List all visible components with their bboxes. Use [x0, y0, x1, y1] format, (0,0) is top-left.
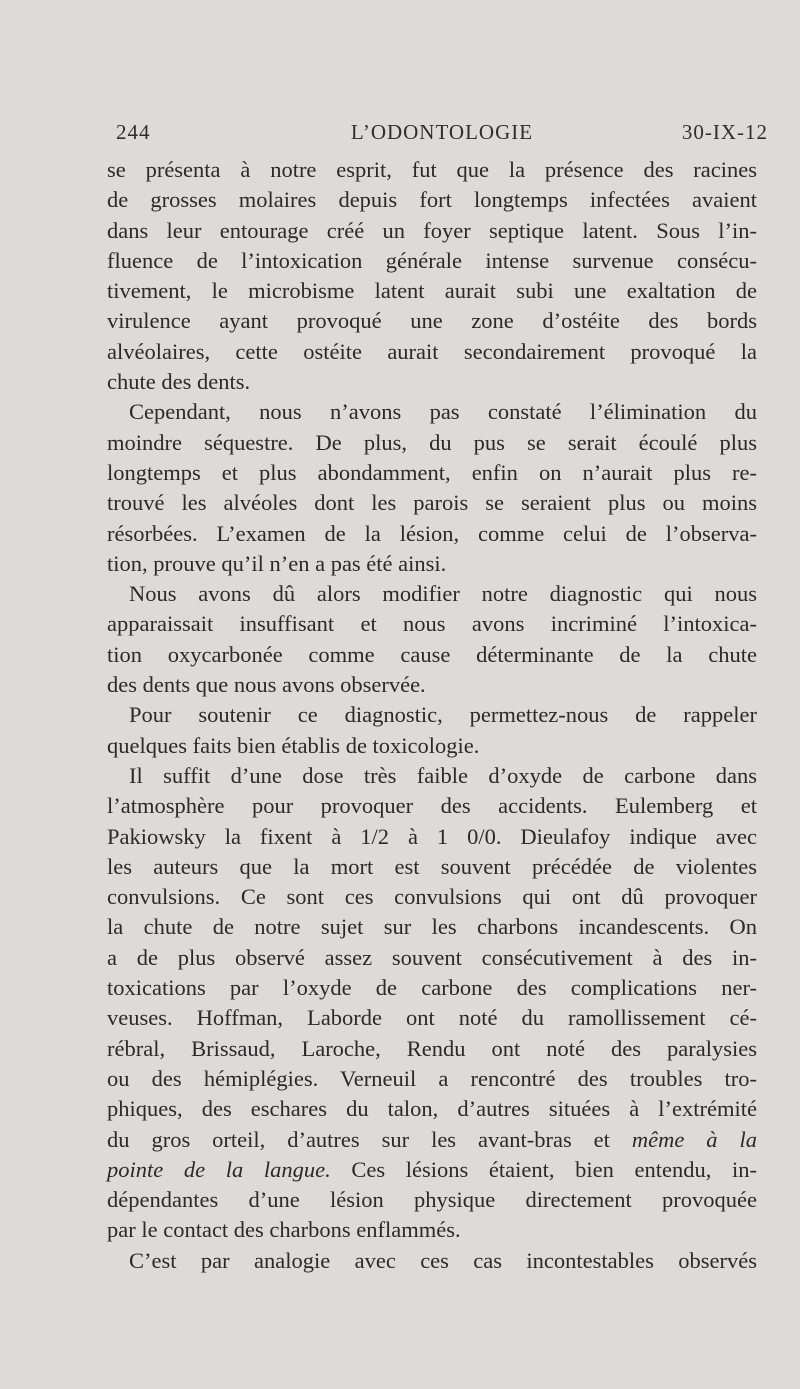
- text-line-mixed: [107, 1125, 757, 1155]
- text-line: par le contact des charbons enflammés.: [107, 1217, 461, 1243]
- text-line: se présenta à notre esprit, fut que la présence des racines: [107, 157, 757, 182]
- text-line: virulence ayant provoqué une zone d’ostéite des bords: [107, 308, 757, 334]
- text-line: ou des hémiplégies. Verneuil a rencontré des troubles tro-: [107, 1065, 757, 1091]
- journal-title: L’ODONTOLOGIE: [350, 120, 534, 144]
- text-line: longtemps et plus abondamment, enfin on n’aurait plus re-: [107, 459, 757, 485]
- text-line: dépendantes d’une lésion physique directement provoquée: [107, 1187, 757, 1213]
- body-text: [107, 155, 757, 1276]
- text-line: les auteurs que la mort est souvent précédée de violentes: [107, 853, 757, 879]
- text-line: chute des dents.: [107, 369, 251, 395]
- text-line: veuses. Hoffman, Laborde ont noté du ramollissement cé-: [107, 1005, 757, 1031]
- text-line: de grosses molaires depuis fort longtemps infectées avaient: [107, 187, 757, 213]
- text-line: dans leur entourage créé un foyer septique latent. Sous l’in-: [107, 217, 757, 243]
- text-line: quelques faits bien établis de toxicologie.: [107, 732, 480, 758]
- text-line: des dents que nous avons observée.: [107, 672, 426, 698]
- text-line: alvéolaires, cette ostéite aurait secondairement provoqué la: [107, 338, 757, 364]
- text-line: toxications par l’oxyde de carbone des complications ner-: [107, 975, 757, 1001]
- page-number: 244: [116, 120, 151, 144]
- text-line: l’atmosphère pour provoquer des accidents. Eulemberg et: [107, 793, 757, 819]
- text-line: tion oxycarbonée comme cause déterminante de la chute: [107, 641, 757, 667]
- text-line: moindre séquestre. De plus, du pus se serait écoulé plus: [107, 429, 757, 455]
- text-line: Pakiowsky la fixent à 1/2 à 1 0/0. Dieulafoy indique avec: [107, 823, 757, 849]
- text-line: Il suffit d’une dose très faible d’oxyde de carbone dans: [129, 762, 757, 788]
- text-line: C’est par analogie avec ces cas incontestables observés: [129, 1247, 757, 1273]
- text-line: la chute de notre sujet sur les charbons incandescents. On: [107, 914, 757, 940]
- text-line: convulsions. Ce sont ces convulsions qui ont dû provoquer: [107, 884, 757, 910]
- text-line: phiques, des eschares du talon, d’autres situées à l’extrémité: [107, 1096, 757, 1122]
- text-line: résorbées. L’examen de la lésion, comme celui de l’observa-: [107, 520, 757, 546]
- text-line: Nous avons dû alors modifier notre diagnostic qui nous: [129, 581, 757, 607]
- text-line: Cependant, nous n’avons pas constaté l’élimination du: [129, 399, 757, 425]
- italic-text: même à la: [631, 1126, 757, 1152]
- text-line: trouvé les alvéoles dont les parois se seraient plus ou moins: [107, 490, 757, 516]
- text-line: rébral, Brissaud, Laroche, Rendu ont noté des paralysies: [107, 1035, 757, 1061]
- text-line: Pour soutenir ce diagnostic, permettez-nous de rappeler: [129, 702, 757, 728]
- text-segment: Ces lésions étaient, bien entendu, in-: [351, 1156, 758, 1182]
- italic-text: pointe de la langue.: [107, 1156, 331, 1182]
- issue-date: 30-IX-12: [681, 120, 768, 144]
- running-header: [116, 120, 768, 150]
- text-line: tivement, le microbisme latent aurait subi une exaltation de: [107, 278, 757, 304]
- text-line: fluence de l’intoxication générale intense survenue consécu-: [107, 247, 757, 273]
- text-line-mixed: [107, 1155, 757, 1185]
- text-segment: du gros orteil, d’autres sur les avant-bras et: [107, 1126, 610, 1152]
- text-line: apparaissait insuffisant et nous avons incriminé l’intoxica-: [107, 611, 757, 637]
- text-line: tion, prouve qu’il n’en a pas été ainsi.: [107, 550, 447, 576]
- text-line: a de plus observé assez souvent consécutivement à des in-: [107, 944, 757, 970]
